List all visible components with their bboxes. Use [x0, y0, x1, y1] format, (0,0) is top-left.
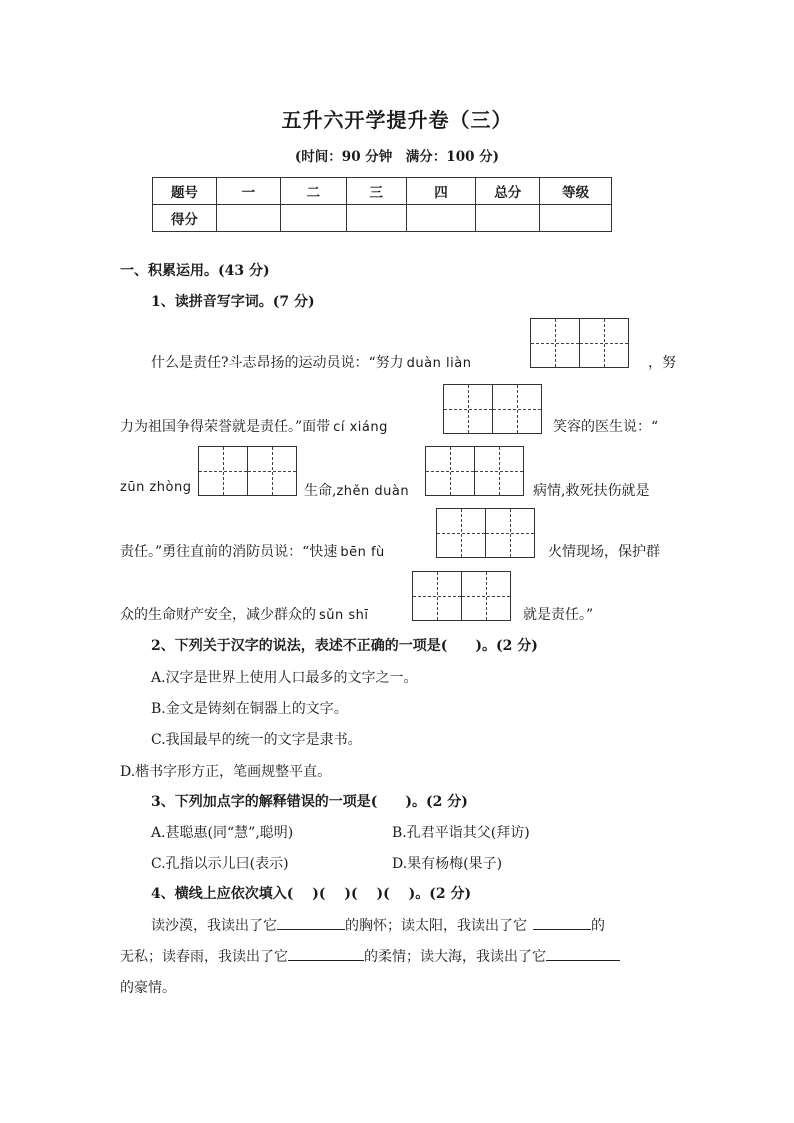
option-c[interactable]: C.孔指以示儿曰(表示) [151, 856, 289, 872]
fill-in-blank[interactable] [546, 946, 620, 961]
score-cell[interactable] [406, 205, 476, 232]
pinyin-prompt: bēn fù [340, 545, 385, 560]
passage-text-segment: 的柔情；读大海，我读出了它 [364, 949, 546, 965]
passage-text [120, 604, 369, 624]
option-b[interactable]: B.金文是铸刻在铜器上的文字。 [151, 701, 348, 717]
option-b[interactable]: B.孔君平诣其父(拜访) [392, 825, 530, 841]
passage-text-segment: 责任。”勇往直前的消防员说：“快速 [120, 544, 338, 560]
tianzige-answer-box[interactable] [436, 508, 535, 558]
fill-in-text [120, 946, 620, 966]
pinyin-prompt: cí xiáng [333, 420, 388, 435]
passage-text-segment: 就是责任。” [523, 607, 594, 623]
question-title: 2、下列关于汉字的说法，表述不正确的一项是( )。(2 分) [151, 638, 538, 654]
score-cell[interactable] [216, 205, 280, 232]
option-a[interactable]: A.甚聪惠(同“慧”,聪明) [151, 825, 294, 841]
table-header-cell: 等级 [540, 178, 612, 205]
passage-text-segment: 读沙漠，我读出了它 [151, 918, 277, 934]
pinyin-prompt: duàn liàn [406, 356, 472, 371]
question-title: 4、横线上应依次填入( )( )( )( )。(2 分) [151, 886, 472, 902]
question-title: 1、读拼音写字词。(7 分) [151, 294, 315, 310]
option-c[interactable]: C.我国最早的统一的文字是隶书。 [151, 732, 362, 748]
score-table-row [153, 205, 612, 232]
pinyin-prompt: zhěn duàn [336, 484, 410, 499]
score-table-header-row [153, 178, 612, 205]
option-a[interactable]: A.汉字是世界上使用人口最多的文字之一。 [151, 670, 418, 686]
passage-text-segment: 力为祖国争得荣誉就是责任。”面带 [120, 419, 331, 435]
passage-text-segment: 的 [591, 918, 605, 934]
passage-text-segment: 什么是责任?斗志昂扬的运动员说：“努力 [151, 355, 404, 371]
passage-text-segment: 生命, [304, 483, 337, 499]
pinyin-prompt: sǔn shī [319, 608, 369, 623]
passage-text-segment: 笑容的医生说：“ [553, 419, 659, 435]
option-d[interactable]: D.果有杨梅(果子) [392, 856, 503, 872]
tianzige-answer-box[interactable] [412, 571, 511, 621]
table-header-cell: 总分 [476, 178, 540, 205]
question-title: 3、下列加点字的解释错误的一项是( )。(2 分) [151, 794, 468, 810]
score-cell[interactable] [280, 205, 346, 232]
table-header-cell: 四 [406, 178, 476, 205]
table-header-cell: 二 [280, 178, 346, 205]
table-header-cell: 题号 [153, 178, 217, 205]
score-cell[interactable] [476, 205, 540, 232]
section-heading: 一、积累运用。(43 分) [120, 263, 270, 279]
passage-text [304, 480, 409, 500]
score-cell[interactable] [540, 205, 612, 232]
passage-text-segment: 无私；读春雨，我读出了它 [120, 949, 288, 965]
passage-text-segment: ，努 [648, 355, 676, 371]
passage-text [120, 541, 385, 561]
fill-in-text [151, 915, 605, 935]
page-title: 五升六开学提升卷（三） [281, 108, 513, 132]
score-table [152, 177, 612, 232]
tianzige-answer-box[interactable] [530, 318, 629, 368]
exam-info: (时间：90 分钟 满分：100 分) [294, 149, 500, 165]
passage-text-segment: 火情现场，保护群 [548, 544, 660, 560]
passage-text [151, 352, 471, 372]
pinyin-prompt: zūn zhòng [120, 480, 192, 495]
table-header-cell: 一 [216, 178, 280, 205]
tianzige-answer-box[interactable] [198, 446, 297, 496]
table-row-label: 得分 [153, 205, 217, 232]
passage-text-segment: 的胸怀；读太阳，我读出了它 [345, 918, 527, 934]
passage-text-segment: 病情,救死扶伤就是 [533, 483, 650, 499]
passage-text-segment: 的豪情。 [120, 980, 176, 996]
passage-text-segment: 众的生命财产安全，减少群众的 [120, 607, 316, 623]
passage-text [120, 416, 388, 436]
tianzige-answer-box[interactable] [443, 384, 542, 434]
tianzige-answer-box[interactable] [425, 446, 524, 496]
score-cell[interactable] [346, 205, 406, 232]
fill-in-blank[interactable] [533, 915, 591, 930]
fill-in-blank[interactable] [277, 915, 345, 930]
option-d[interactable]: D.楷书字形方正，笔画规整平直。 [120, 764, 332, 780]
fill-in-blank[interactable] [288, 946, 364, 961]
table-header-cell: 三 [346, 178, 406, 205]
